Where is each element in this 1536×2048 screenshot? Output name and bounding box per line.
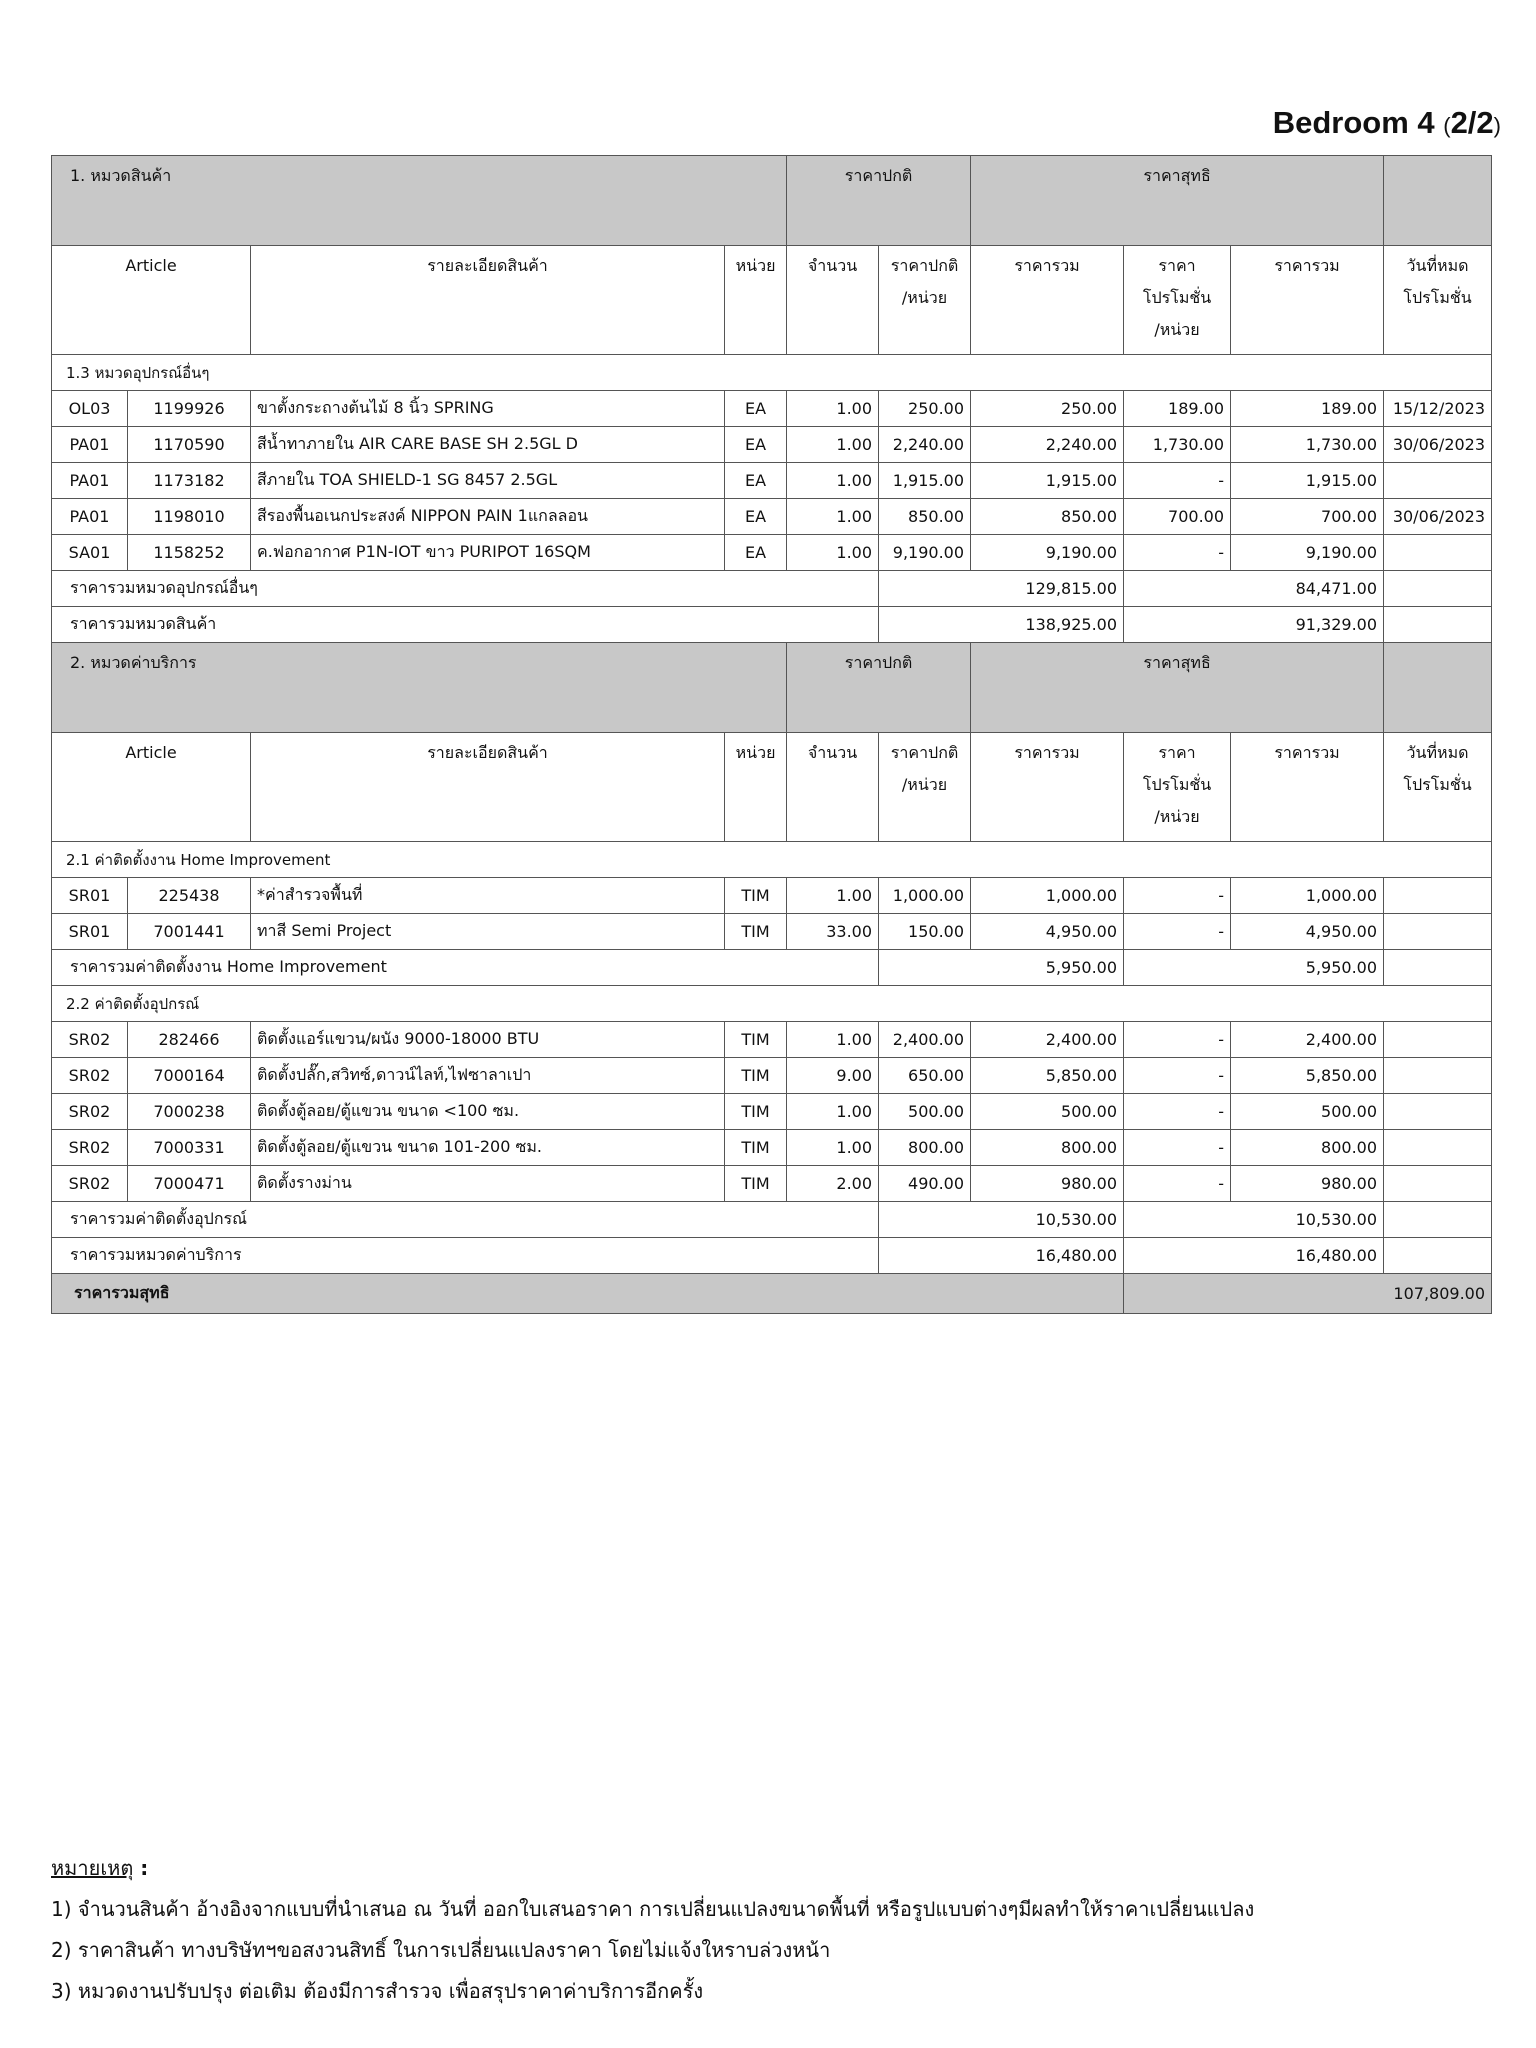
- item-row: [52, 1058, 1492, 1094]
- promo-price-header: ราคา โปรโมชั่น /หน่วย: [1124, 246, 1231, 355]
- item-row: [52, 535, 1492, 571]
- item-article: 225438: [128, 878, 251, 914]
- net-total-header: ราคารวม: [1231, 733, 1384, 842]
- subtotal-misc-net: 84,471.00: [1124, 571, 1384, 607]
- page-title: [1273, 105, 1501, 141]
- total-products: [52, 607, 1492, 643]
- item-promo-end: 30/06/2023: [1384, 427, 1492, 463]
- notes: [51, 1848, 1491, 2012]
- section2-band: [52, 643, 1492, 733]
- total-services: [52, 1238, 1492, 1274]
- promo-end-header: วันที่หมด โปรโมชั่น: [1384, 246, 1492, 355]
- item-code: SR02: [52, 1094, 128, 1130]
- item-row: [52, 1130, 1492, 1166]
- item-unit: TIM: [725, 1166, 787, 1202]
- item-code: PA01: [52, 499, 128, 535]
- article-header: Article: [52, 733, 251, 842]
- item-net-total: 1,000.00: [1231, 878, 1384, 914]
- notes-title: หมายเหตุ :: [51, 1856, 149, 1880]
- item-article: 1173182: [128, 463, 251, 499]
- item-net-total: 500.00: [1231, 1094, 1384, 1130]
- regular-price-header: ราคาปกติ: [787, 643, 971, 733]
- page-title-close-paren: ): [1493, 113, 1501, 138]
- item-description: ติดตั้งปลั๊ก,สวิทซ์,ดาวน์ไลท์,ไฟซาลาเปา: [251, 1058, 725, 1094]
- item-net-total: 980.00: [1231, 1166, 1384, 1202]
- item-article: 1198010: [128, 499, 251, 535]
- item-code: SR01: [52, 878, 128, 914]
- item-promo-price: -: [1124, 914, 1231, 950]
- grand-total-value: 107,809.00: [1124, 1274, 1492, 1314]
- subtotal-home-improvement-regular: 5,950.00: [879, 950, 1124, 986]
- item-total: 980.00: [971, 1166, 1124, 1202]
- item-article: 1199926: [128, 391, 251, 427]
- item-article: 282466: [128, 1022, 251, 1058]
- item-description: สีรองพื้นอเนกประสงค์ NIPPON PAIN 1แกลลอน: [251, 499, 725, 535]
- item-price: 650.00: [879, 1058, 971, 1094]
- grand-total-row: [52, 1274, 1492, 1314]
- total-header: ราคารวม: [971, 733, 1124, 842]
- item-code: SR01: [52, 914, 128, 950]
- item-unit: TIM: [725, 1058, 787, 1094]
- item-net-total: 1,730.00: [1231, 427, 1384, 463]
- item-promo-price: -: [1124, 535, 1231, 571]
- item-promo-price: -: [1124, 1094, 1231, 1130]
- total-products-net: 91,329.00: [1124, 607, 1384, 643]
- item-article: 7000238: [128, 1094, 251, 1130]
- item-code: OL03: [52, 391, 128, 427]
- total-header: ราคารวม: [971, 246, 1124, 355]
- section2-label: 2. หมวดค่าบริการ: [52, 643, 787, 733]
- item-quantity: 1.00: [787, 535, 879, 571]
- item-promo-end: [1384, 914, 1492, 950]
- item-article: 7000331: [128, 1130, 251, 1166]
- item-net-total: 189.00: [1231, 391, 1384, 427]
- item-total: 5,850.00: [971, 1058, 1124, 1094]
- total-products-label: ราคารวมหมวดสินค้า: [52, 607, 879, 643]
- item-row: [52, 878, 1492, 914]
- item-promo-end: [1384, 463, 1492, 499]
- total-products-regular: 138,925.00: [879, 607, 1124, 643]
- item-promo-price: 700.00: [1124, 499, 1231, 535]
- item-unit: TIM: [725, 1130, 787, 1166]
- item-price: 9,190.00: [879, 535, 971, 571]
- item-quantity: 2.00: [787, 1166, 879, 1202]
- item-promo-end: [1384, 1022, 1492, 1058]
- item-net-total: 1,915.00: [1231, 463, 1384, 499]
- item-description: ทาสี Semi Project: [251, 914, 725, 950]
- subtotal-equipment-install-regular: 10,530.00: [879, 1202, 1124, 1238]
- item-promo-price: 189.00: [1124, 391, 1231, 427]
- subtotal-equipment-install: [52, 1202, 1492, 1238]
- item-quantity: 1.00: [787, 1022, 879, 1058]
- description-header: รายละเอียดสินค้า: [251, 246, 725, 355]
- item-quantity: 1.00: [787, 499, 879, 535]
- item-price: 800.00: [879, 1130, 971, 1166]
- item-article: 7000164: [128, 1058, 251, 1094]
- item-price: 2,400.00: [879, 1022, 971, 1058]
- item-quantity: 1.00: [787, 1130, 879, 1166]
- item-net-total: 800.00: [1231, 1130, 1384, 1166]
- item-unit: TIM: [725, 878, 787, 914]
- item-total: 1,915.00: [971, 463, 1124, 499]
- total-services-regular: 16,480.00: [879, 1238, 1124, 1274]
- item-total: 250.00: [971, 391, 1124, 427]
- total-services-net: 16,480.00: [1124, 1238, 1384, 1274]
- item-row: [52, 1094, 1492, 1130]
- item-unit: EA: [725, 391, 787, 427]
- page-title-page: 2/2: [1450, 105, 1494, 140]
- item-promo-end: [1384, 1094, 1492, 1130]
- column-header-row: [52, 733, 1492, 842]
- item-promo-end: 30/06/2023: [1384, 499, 1492, 535]
- empty-cell: [1384, 571, 1492, 607]
- item-price: 150.00: [879, 914, 971, 950]
- item-code: PA01: [52, 463, 128, 499]
- note-item-3: 3) หมวดงานปรับปรุง ต่อเติม ต้องมีการสำรวจ เพื่อสรุปราคาค่าบริการอีกครั้ง: [51, 1979, 704, 2003]
- unit-header: หน่วย: [725, 246, 787, 355]
- item-article: 1170590: [128, 427, 251, 463]
- item-quantity: 1.00: [787, 427, 879, 463]
- subsection-1-3-label: 1.3 หมวดอุปกรณ์อื่นๆ: [52, 355, 1492, 391]
- promo-price-header: ราคา โปรโมชั่น /หน่วย: [1124, 733, 1231, 842]
- item-promo-end: [1384, 1130, 1492, 1166]
- item-promo-price: 1,730.00: [1124, 427, 1231, 463]
- item-article: 7001441: [128, 914, 251, 950]
- item-code: SR02: [52, 1058, 128, 1094]
- band-empty-cell: [1384, 643, 1492, 733]
- page-title-main: Bedroom 4: [1272, 105, 1435, 140]
- regular-price-header: ราคาปกติ: [787, 156, 971, 246]
- subtotal-home-improvement: [52, 950, 1492, 986]
- item-promo-price: -: [1124, 1058, 1231, 1094]
- item-description: สีน้ำทาภายใน AIR CARE BASE SH 2.5GL D: [251, 427, 725, 463]
- quantity-header: จำนวน: [787, 246, 879, 355]
- subtotal-equipment-install-net: 10,530.00: [1124, 1202, 1384, 1238]
- item-description: ค.ฟอกอากาศ P1N-IOT ขาว PURIPOT 16SQM: [251, 535, 725, 571]
- item-promo-price: -: [1124, 1130, 1231, 1166]
- net-total-header: ราคารวม: [1231, 246, 1384, 355]
- item-total: 850.00: [971, 499, 1124, 535]
- item-net-total: 4,950.00: [1231, 914, 1384, 950]
- item-description: *ค่าสำรวจพื้นที่: [251, 878, 725, 914]
- subtotal-home-improvement-net: 5,950.00: [1124, 950, 1384, 986]
- page-title-open-paren: (: [1443, 113, 1451, 138]
- quantity-header: จำนวน: [787, 733, 879, 842]
- item-unit: TIM: [725, 914, 787, 950]
- item-total: 9,190.00: [971, 535, 1124, 571]
- section1-band: [52, 156, 1492, 246]
- item-total: 1,000.00: [971, 878, 1124, 914]
- item-net-total: 5,850.00: [1231, 1058, 1384, 1094]
- net-price-header: ราคาสุทธิ: [971, 156, 1384, 246]
- item-code: SR02: [52, 1130, 128, 1166]
- item-price: 250.00: [879, 391, 971, 427]
- item-promo-end: [1384, 878, 1492, 914]
- item-quantity: 1.00: [787, 878, 879, 914]
- item-price: 1,000.00: [879, 878, 971, 914]
- item-promo-end: [1384, 1058, 1492, 1094]
- item-row: [52, 499, 1492, 535]
- item-quantity: 33.00: [787, 914, 879, 950]
- column-header-row: [52, 246, 1492, 355]
- item-promo-end: [1384, 535, 1492, 571]
- item-quantity: 1.00: [787, 1094, 879, 1130]
- subsection-2-2-label: 2.2 ค่าติดตั้งอุปกรณ์: [52, 986, 1492, 1022]
- item-description: ขาตั้งกระถางต้นไม้ 8 นิ้ว SPRING: [251, 391, 725, 427]
- item-promo-price: -: [1124, 1166, 1231, 1202]
- article-header: Article: [52, 246, 251, 355]
- section1-label: 1. หมวดสินค้า: [52, 156, 787, 246]
- subsection-2-1-label: 2.1 ค่าติดตั้งงาน Home Improvement: [52, 842, 1492, 878]
- item-total: 800.00: [971, 1130, 1124, 1166]
- item-row: [52, 463, 1492, 499]
- item-promo-end: [1384, 1166, 1492, 1202]
- item-price: 500.00: [879, 1094, 971, 1130]
- unit-header: หน่วย: [725, 733, 787, 842]
- subtotal-home-improvement-label: ราคารวมค่าติดตั้งงาน Home Improvement: [52, 950, 879, 986]
- item-promo-price: -: [1124, 878, 1231, 914]
- item-unit: EA: [725, 463, 787, 499]
- item-unit: EA: [725, 427, 787, 463]
- item-net-total: 2,400.00: [1231, 1022, 1384, 1058]
- promo-end-header: วันที่หมด โปรโมชั่น: [1384, 733, 1492, 842]
- item-net-total: 9,190.00: [1231, 535, 1384, 571]
- empty-cell: [1384, 1202, 1492, 1238]
- item-code: SR02: [52, 1022, 128, 1058]
- item-quantity: 1.00: [787, 391, 879, 427]
- subtotal-misc: [52, 571, 1492, 607]
- item-article: 1158252: [128, 535, 251, 571]
- item-quantity: 9.00: [787, 1058, 879, 1094]
- item-promo-price: -: [1124, 463, 1231, 499]
- empty-cell: [1384, 607, 1492, 643]
- band-empty-cell: [1384, 156, 1492, 246]
- item-unit: TIM: [725, 1022, 787, 1058]
- item-row: [52, 914, 1492, 950]
- item-price: 1,915.00: [879, 463, 971, 499]
- item-unit: EA: [725, 535, 787, 571]
- item-code: SR02: [52, 1166, 128, 1202]
- item-row: [52, 1166, 1492, 1202]
- item-quantity: 1.00: [787, 463, 879, 499]
- price-per-unit-header: ราคาปกติ /หน่วย: [879, 733, 971, 842]
- subtotal-misc-regular: 129,815.00: [879, 571, 1124, 607]
- item-description: ติดตั้งตู้ลอย/ตู้แขวน ขนาด 101-200 ซม.: [251, 1130, 725, 1166]
- empty-cell: [1384, 1238, 1492, 1274]
- net-price-header: ราคาสุทธิ: [971, 643, 1384, 733]
- item-unit: TIM: [725, 1094, 787, 1130]
- note-item-1: 1) จำนวนสินค้า อ้างอิงจากแบบที่นำเสนอ ณ วันที่ ออกใบเสนอราคา การเปลี่ยนแปลงขนาดพื้นที่ หรือรูปแบบต่างๆมีผลทำให้ราคาเปลี่ยนแปลง: [51, 1897, 1255, 1921]
- subtotal-misc-label: ราคารวมหมวดอุปกรณ์อื่นๆ: [52, 571, 879, 607]
- item-price: 2,240.00: [879, 427, 971, 463]
- item-description: สีภายใน TOA SHIELD-1 SG 8457 2.5GL: [251, 463, 725, 499]
- item-description: ติดตั้งแอร์แขวน/ผนัง 9000-18000 BTU: [251, 1022, 725, 1058]
- item-total: 2,400.00: [971, 1022, 1124, 1058]
- item-total: 2,240.00: [971, 427, 1124, 463]
- description-header: รายละเอียดสินค้า: [251, 733, 725, 842]
- item-description: ติดตั้งตู้ลอย/ตู้แขวน ขนาด <100 ซม.: [251, 1094, 725, 1130]
- grand-total-label: ราคารวมสุทธิ: [52, 1274, 1124, 1314]
- total-services-label: ราคารวมหมวดค่าบริการ: [52, 1238, 879, 1274]
- item-row: [52, 427, 1492, 463]
- empty-cell: [1384, 950, 1492, 986]
- item-net-total: 700.00: [1231, 499, 1384, 535]
- item-code: SA01: [52, 535, 128, 571]
- item-price: 850.00: [879, 499, 971, 535]
- item-code: PA01: [52, 427, 128, 463]
- price-per-unit-header: ราคาปกติ /หน่วย: [879, 246, 971, 355]
- item-article: 7000471: [128, 1166, 251, 1202]
- subsection-2-1: [52, 842, 1492, 878]
- item-row: [52, 391, 1492, 427]
- item-promo-end: 15/12/2023: [1384, 391, 1492, 427]
- item-promo-price: -: [1124, 1022, 1231, 1058]
- subsection-1-3: [52, 355, 1492, 391]
- item-price: 490.00: [879, 1166, 971, 1202]
- item-unit: EA: [725, 499, 787, 535]
- subtotal-equipment-install-label: ราคารวมค่าติดตั้งอุปกรณ์: [52, 1202, 879, 1238]
- quotation-table: [51, 155, 1492, 1314]
- subsection-2-2: [52, 986, 1492, 1022]
- item-total: 4,950.00: [971, 914, 1124, 950]
- item-total: 500.00: [971, 1094, 1124, 1130]
- item-description: ติดตั้งรางม่าน: [251, 1166, 725, 1202]
- item-row: [52, 1022, 1492, 1058]
- note-item-2: 2) ราคาสินค้า ทางบริษัทฯขอสงวนสิทธิ์ ในการเปลี่ยนแปลงราคา โดยไม่แจ้งใหราบล่วงหน้า: [51, 1938, 831, 1962]
